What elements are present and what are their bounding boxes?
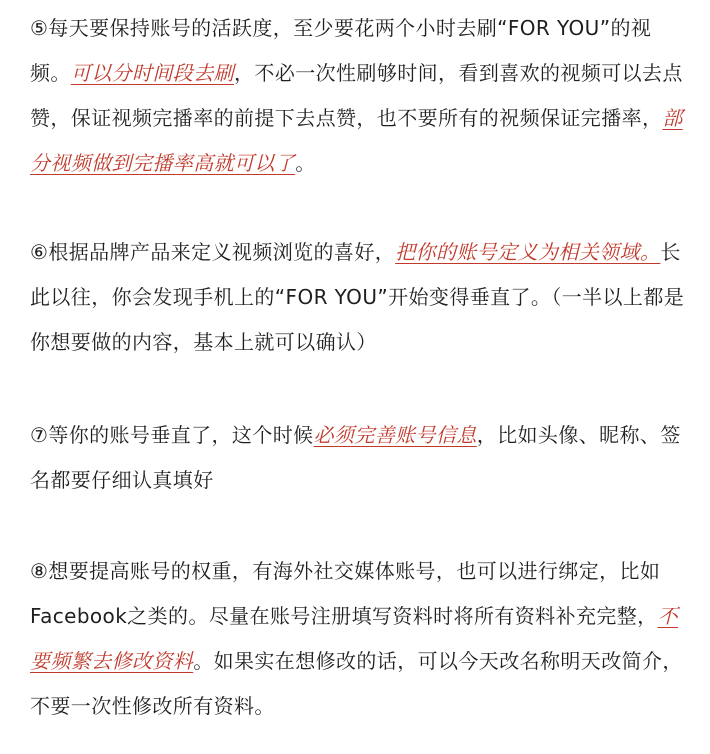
paragraph-7-complete-profile	[30, 413, 688, 503]
paragraph-8-account-weight	[30, 549, 688, 729]
p6-text-1: ⑥根据品牌产品来定义视频浏览的喜好，	[30, 240, 396, 264]
p5-text-1: ⑤每天要保持账号的活跃度，至少要花两个小时去刷“FOR YOU”的视频。	[30, 16, 652, 85]
p6-highlight-1: 把你的账号定义为相关领域。	[395, 240, 661, 264]
paragraph-6-define-preferences	[30, 230, 688, 365]
p7-highlight-1: 必须完善账号信息	[313, 423, 477, 447]
p7-text-2: ，比如头像、昵称、签名都要仔细认真填好	[30, 423, 681, 492]
p7-text-1: ⑦等你的账号垂直了，这个时候	[30, 423, 314, 447]
p6-text-2: 长此以往，你会发现手机上的“FOR YOU”开始变得垂直了。（一半以上都是你想要做的内容，基本上就可以确认）	[30, 240, 685, 354]
p8-text-2: 。如果实在想修改的话，可以今天改名称明天改简介，不要一次性修改所有资料。	[30, 649, 683, 718]
paragraph-5-keep-active	[30, 6, 688, 186]
p5-text-2: ，不必一次性刷够时间，看到喜欢的视频可以去点赞，保证视频完播率的前提下去点赞，也不要所有的祝频保证完播率，	[30, 61, 683, 130]
p5-highlight-1: 可以分时间段去刷	[70, 61, 235, 85]
p5-text-3: 。	[295, 151, 316, 175]
p8-highlight-1: 不要频繁去修改资料	[30, 604, 678, 673]
p8-text-1: ⑧想要提高账号的权重，有海外社交媒体账号，也可以进行绑定，比如Facebook之类的。尽量在账号注册填写资料时将所有资料补充完整，	[30, 559, 661, 628]
p5-highlight-2: 部分视频做到完播率高就可以了	[30, 106, 683, 175]
